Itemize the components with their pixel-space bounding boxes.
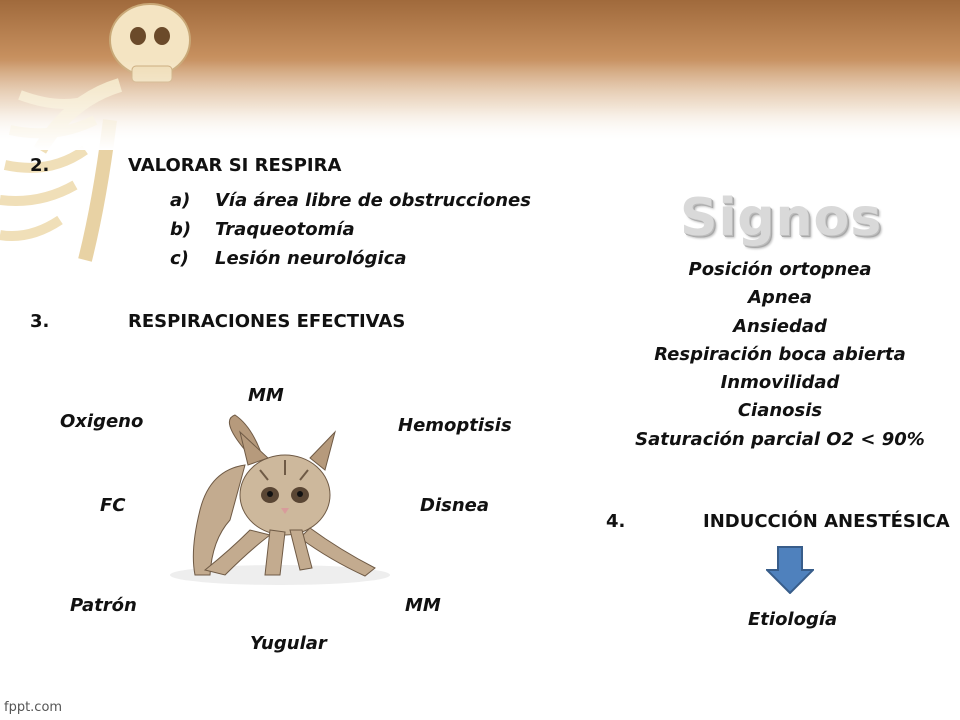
list-item: Lesión neurológica — [215, 248, 407, 269]
kitten-image — [150, 410, 410, 590]
signo-item: Inmovilidad — [720, 372, 840, 394]
signo-item: Ansiedad — [733, 315, 827, 337]
section3-title: RESPIRACIONES EFECTIVAS — [128, 311, 406, 332]
signos-title: Signos — [680, 188, 883, 248]
param-mm-bottom: MM — [405, 595, 441, 616]
section3-number: 3. — [30, 311, 50, 332]
param-oxigeno: Oxigeno — [60, 411, 144, 432]
list-marker: a) — [170, 190, 191, 211]
signo-item: Saturación parcial O2 < 90% — [635, 428, 925, 450]
param-hemoptisis: Hemoptisis — [398, 415, 512, 436]
section2-number: 2. — [30, 155, 50, 176]
list-item: Traqueotomía — [215, 219, 355, 240]
param-fc: FC — [100, 495, 126, 516]
etiologia-label: Etiología — [748, 609, 838, 630]
signos-list — [600, 256, 960, 454]
banner-fade — [0, 60, 960, 150]
param-disnea: Disnea — [420, 495, 489, 516]
list-item: Vía área libre de obstrucciones — [215, 190, 531, 211]
footer-brand: fppt.com — [4, 700, 63, 715]
list-marker: c) — [170, 248, 189, 269]
param-mm-top: MM — [248, 385, 284, 406]
list-marker: b) — [170, 219, 192, 240]
arrow-down-icon — [766, 546, 814, 594]
signo-item: Posición ortopnea — [688, 259, 872, 280]
section4-title: INDUCCIÓN ANESTÉSICA — [703, 511, 950, 532]
param-patron: Patrón — [70, 595, 137, 616]
signo-item: Respiración boca abierta — [654, 343, 906, 365]
signo-item: Apnea — [748, 287, 812, 309]
param-yugular: Yugular — [250, 633, 327, 654]
signo-item: Cianosis — [737, 400, 823, 422]
section2-title: VALORAR SI RESPIRA — [128, 155, 342, 176]
section4-number: 4. — [606, 511, 626, 532]
